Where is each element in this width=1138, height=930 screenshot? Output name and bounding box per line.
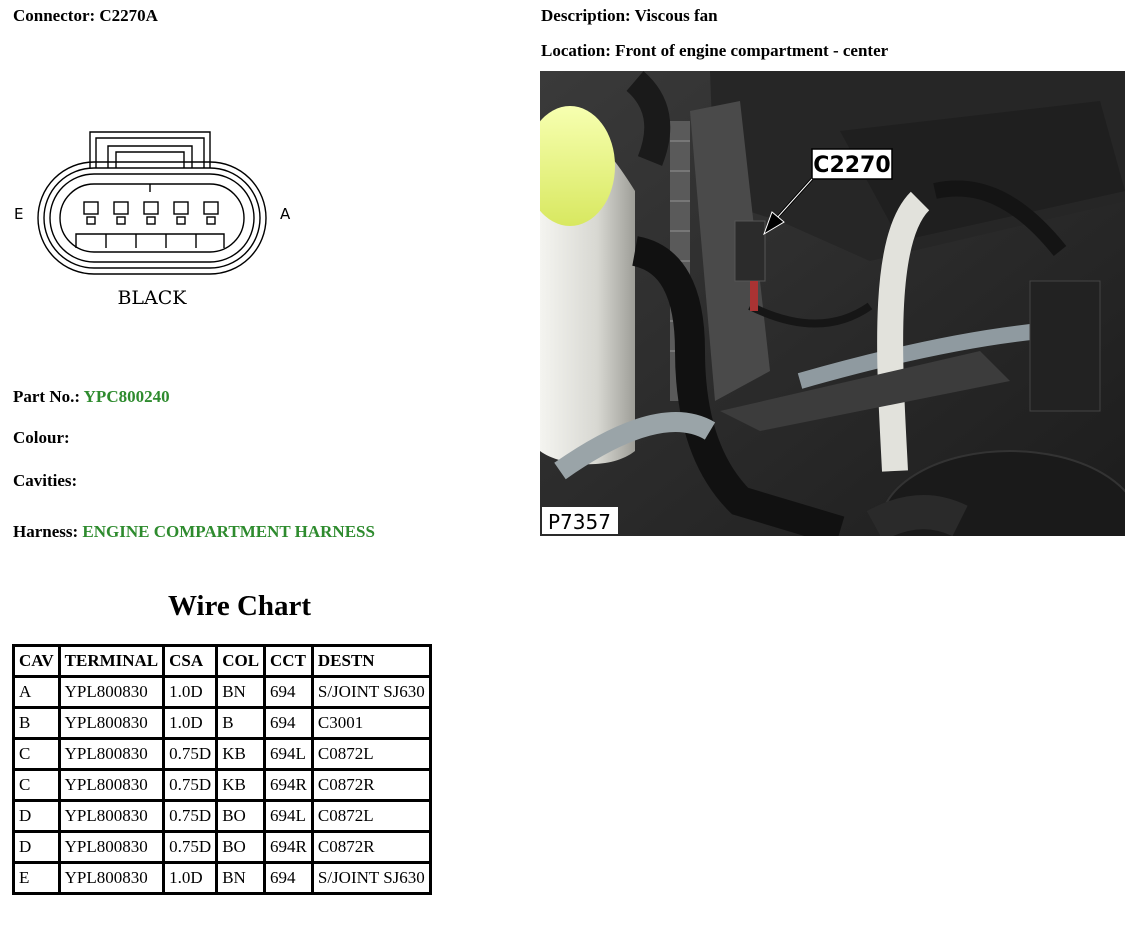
part-no-label: Part No.: xyxy=(13,387,81,406)
table-row xyxy=(15,709,429,737)
cell-col: KB xyxy=(218,740,263,768)
cell-terminal: YPL800830 xyxy=(61,802,163,830)
connector-field xyxy=(13,6,158,26)
cavities-label: Cavities: xyxy=(13,471,78,490)
location-field xyxy=(541,41,888,61)
cell-col: BO xyxy=(218,802,263,830)
header-destn: DESTN xyxy=(314,647,429,675)
cell-destn: C3001 xyxy=(314,709,429,737)
part-no-link[interactable]: YPC800240 xyxy=(83,387,170,406)
cell-cav: C xyxy=(15,771,58,799)
cell-destn: C0872L xyxy=(314,740,429,768)
connector-label: Connector: xyxy=(13,6,96,25)
connector-colour-text: BLACK xyxy=(117,287,187,309)
part-no-field xyxy=(13,387,170,407)
table-row xyxy=(15,771,429,799)
cell-terminal: YPL800830 xyxy=(61,709,163,737)
cell-cct: 694R xyxy=(266,833,311,861)
cell-cav: D xyxy=(15,833,58,861)
cell-terminal: YPL800830 xyxy=(61,864,163,892)
cell-cct: 694R xyxy=(266,771,311,799)
cell-cct: 694L xyxy=(266,740,311,768)
cell-cct: 694 xyxy=(266,709,311,737)
table-header-row xyxy=(15,647,429,675)
table-row xyxy=(15,802,429,830)
cell-csa: 0.75D xyxy=(165,740,215,768)
wire-chart-title: Wire Chart xyxy=(167,590,312,622)
header-col: COL xyxy=(218,647,263,675)
cell-cct: 694L xyxy=(266,802,311,830)
cell-terminal: YPL800830 xyxy=(61,833,163,861)
cell-cav: B xyxy=(15,709,58,737)
cell-destn: C0872L xyxy=(314,802,429,830)
cell-destn: S/JOINT SJ630 xyxy=(314,678,429,706)
callout-label: C2270 xyxy=(813,153,891,178)
table-row xyxy=(15,833,429,861)
harness-label: Harness: xyxy=(13,522,79,541)
cell-terminal: YPL800830 xyxy=(61,771,163,799)
harness-field xyxy=(13,522,375,542)
connector-shell-outer xyxy=(38,162,266,274)
photo-code: P7357 xyxy=(548,510,611,534)
cell-csa: 1.0D xyxy=(165,864,215,892)
cell-csa: 1.0D xyxy=(165,709,215,737)
cell-csa: 0.75D xyxy=(165,771,215,799)
cell-cav: D xyxy=(15,802,58,830)
header-cav: CAV xyxy=(15,647,58,675)
cell-csa: 0.75D xyxy=(165,833,215,861)
pin-label-right: A xyxy=(280,205,291,223)
cell-col: KB xyxy=(218,771,263,799)
cell-col: BN xyxy=(218,864,263,892)
cell-cav: E xyxy=(15,864,58,892)
header-csa: CSA xyxy=(165,647,215,675)
cell-csa: 1.0D xyxy=(165,678,215,706)
table-row xyxy=(15,740,429,768)
description-field xyxy=(541,6,718,26)
table-row xyxy=(15,864,429,892)
description-value: Viscous fan xyxy=(634,6,718,25)
cell-cav: A xyxy=(15,678,58,706)
connector-face-diagram xyxy=(10,120,310,315)
cavities-field xyxy=(13,471,77,491)
location-value: Front of engine compartment - center xyxy=(615,41,889,60)
colour-field xyxy=(13,428,70,448)
harness-link[interactable]: ENGINE COMPARTMENT HARNESS xyxy=(82,522,375,541)
cell-terminal: YPL800830 xyxy=(61,740,163,768)
pin-label-left: E xyxy=(14,205,24,223)
location-label: Location: xyxy=(541,41,611,60)
cell-destn: C0872R xyxy=(314,833,429,861)
pin-cavities xyxy=(84,202,218,224)
wire-chart-table xyxy=(12,644,432,895)
cell-col: BO xyxy=(218,833,263,861)
cell-col: B xyxy=(218,709,263,737)
cell-cct: 694 xyxy=(266,864,311,892)
header-terminal: TERMINAL xyxy=(61,647,163,675)
cell-csa: 0.75D xyxy=(165,802,215,830)
header-cct: CCT xyxy=(266,647,311,675)
cell-col: BN xyxy=(218,678,263,706)
table-row xyxy=(15,678,429,706)
cell-terminal: YPL800830 xyxy=(61,678,163,706)
cell-destn: S/JOINT SJ630 xyxy=(314,864,429,892)
connector-value: C2270A xyxy=(99,6,158,25)
description-label: Description: xyxy=(541,6,631,25)
colour-label: Colour: xyxy=(13,428,70,447)
engine-compartment-photo xyxy=(540,71,1125,536)
cell-destn: C0872R xyxy=(314,771,429,799)
cell-cct: 694 xyxy=(266,678,311,706)
cell-cav: C xyxy=(15,740,58,768)
